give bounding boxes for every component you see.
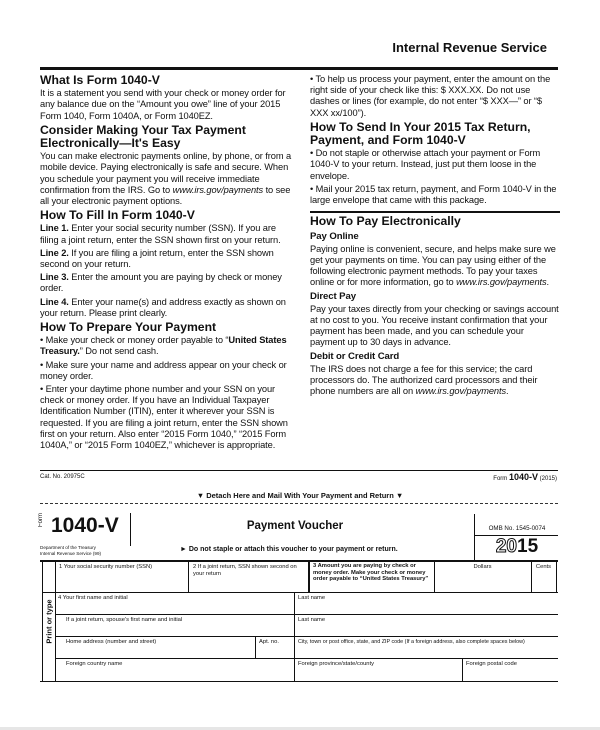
bullet-amount: • To help us process your payment, enter the amount on the right side of your check like this: $ XXX.XX. Do not use dashes or lines (for example, do not enter “$ XXX—” or “$ XXX xx/100”). bbox=[310, 74, 551, 118]
text: Internal Revenue Service (99) bbox=[40, 550, 102, 556]
department bbox=[40, 545, 101, 556]
text: ” Do not send cash. bbox=[79, 346, 159, 357]
text: 20 bbox=[495, 536, 517, 557]
line-label: Line 4. bbox=[40, 296, 69, 307]
right-column bbox=[310, 72, 560, 399]
voucher-note: ► Do not staple or attach this voucher to your payment or return. bbox=[180, 546, 398, 553]
omb-number: OMB No. 1545-0074 bbox=[488, 525, 546, 532]
text: You can make electronic payments online, by phone, or from a mobile device. Paying electronically is safe and secure. When you schedule your payment you will receive immediate confirmation from the IRS. Go to bbox=[40, 151, 292, 195]
bullet-payable bbox=[40, 335, 296, 357]
agency-header: Internal Revenue Service bbox=[392, 40, 547, 55]
divider bbox=[188, 560, 189, 592]
bullet-no-staple: • Do not staple or otherwise attach your payment or Form 1040-V to your return. Instead, just put them loose in the envelope. bbox=[310, 148, 541, 181]
text: Paying online is convenient, secure, and helps make sure we get your payments on time. You can pay using either of the following electronic payment methods. To pay your taxes online or for more information, go to bbox=[310, 243, 556, 288]
line-label: Line 2. bbox=[40, 247, 69, 258]
text: 1040-V bbox=[508, 472, 538, 482]
line-text: Enter your social security number (SSN). If you are filing a joint return, enter the SSN shown first on your return. bbox=[40, 223, 281, 245]
heading-what-is: What Is Form 1040-V bbox=[40, 73, 160, 87]
line-text: Enter the amount you are paying by check or money order. bbox=[40, 272, 282, 294]
irs-payments-link[interactable]: www.irs.gov/payments bbox=[172, 184, 264, 195]
divider bbox=[310, 211, 560, 213]
text: 15 bbox=[517, 536, 539, 557]
text: United States Treasury. bbox=[40, 335, 287, 357]
form-number: 1040-V bbox=[51, 514, 119, 537]
apt-field[interactable]: Apt. no. bbox=[259, 639, 279, 645]
text: Department of the Treasury bbox=[40, 545, 96, 550]
detach-instruction: ▼ Detach Here and Mail With Your Payment and Return ▼ bbox=[196, 491, 404, 500]
form-footer bbox=[493, 472, 557, 482]
divider bbox=[40, 560, 558, 562]
heading-direct-pay: Direct Pay bbox=[310, 291, 356, 303]
form-label: Form bbox=[38, 513, 44, 527]
divider bbox=[40, 67, 558, 70]
divider bbox=[55, 560, 56, 682]
heading-pay-electronically: How To Pay Electronically bbox=[310, 214, 461, 229]
heading-fill-in: How To Fill In Form 1040-V bbox=[40, 208, 195, 223]
spouse-ssn-field[interactable]: 2 If a joint return, SSN shown second on your return bbox=[193, 564, 297, 577]
left-column bbox=[40, 72, 296, 453]
bullet-mail: • Mail your 2015 tax return, payment, and Form 1040-V in the large envelope that came with this package. bbox=[310, 183, 557, 206]
line-text: If you are filing a joint return, enter the SSN shown second on your return. bbox=[40, 247, 274, 270]
line-2 bbox=[40, 248, 296, 270]
line-1 bbox=[40, 223, 296, 245]
amount-label: 3 Amount you are paying by check or money order. Make your check or money order payable to “United States Treasury” bbox=[313, 563, 429, 583]
bullet-phone-ssn: • Enter your daytime phone number and your SSN on your check or money order. If you have an Individual Taxpayer Identification Number (ITIN), enter it wherever your SSN is requested. If you are filing a joint return, enter the SSN shown first on your return. Also enter “2015 Form 1040,” “2015 Form 1040A,” or “2015 Form 1040EZ,” whichever is appropriate. bbox=[40, 384, 288, 451]
line-3 bbox=[40, 272, 296, 294]
ssn-field[interactable]: 1 Your social security number (SSN) bbox=[59, 564, 153, 570]
divider bbox=[40, 681, 558, 682]
first-name-field[interactable]: 4 Your first name and initial bbox=[58, 595, 128, 601]
divider bbox=[42, 560, 43, 682]
divider bbox=[130, 513, 131, 546]
text: Form bbox=[493, 476, 508, 482]
heading-pay-online: Pay Online bbox=[310, 231, 359, 243]
divider bbox=[474, 514, 475, 560]
text: to see all your electronic payment options. bbox=[40, 184, 291, 207]
divider bbox=[556, 560, 557, 592]
catalog-number: Cat. No. 20975C bbox=[40, 474, 85, 480]
heading-card: Debit or Credit Card bbox=[310, 351, 400, 363]
divider bbox=[55, 614, 558, 615]
cents-field[interactable]: Cents bbox=[535, 564, 552, 570]
spouse-first-name-field[interactable]: If a joint return, spouse's first name and initial bbox=[66, 617, 183, 623]
para-pay-online: Paying online is convenient, secure, and helps make sure we get your payments on time. You can pay using either of the following electronic payment methods. To pay your taxes online or for more information, go to www.irs.gov/payments. bbox=[310, 243, 556, 288]
spouse-last-name-field[interactable]: Last name bbox=[298, 617, 326, 623]
bullet-name-address: • Make sure your name and address appear on your check or money order. bbox=[40, 359, 287, 381]
last-name-field[interactable]: Last name bbox=[298, 595, 326, 601]
print-or-type-label: Print or type bbox=[44, 599, 54, 644]
divider bbox=[294, 592, 295, 682]
foreign-postal-field[interactable]: Foreign postal code bbox=[466, 661, 517, 667]
divider bbox=[42, 592, 558, 593]
para-what-is: It is a statement you send with your check or money order for any balance due on the “Amount you owe” line of your 2015 Form 1040, Form 1040A, or Form 1040EZ. bbox=[40, 88, 286, 121]
heading-consider: Consider Making Your Tax Payment Electronically—It's Easy bbox=[40, 122, 246, 151]
foreign-province-field[interactable]: Foreign province/state/county bbox=[298, 661, 375, 667]
heading-prepare: How To Prepare Your Payment bbox=[40, 320, 217, 335]
detach-line bbox=[40, 503, 558, 504]
line-4 bbox=[40, 297, 296, 319]
divider bbox=[308, 560, 310, 592]
city-field[interactable]: City, town or post office, state, and ZIP code (If a foreign address, also complete spaces below) bbox=[298, 639, 525, 645]
tax-year bbox=[476, 536, 558, 558]
heading-send: How To Send In Your 2015 Tax Return, Payment, and Form 1040-V bbox=[310, 119, 531, 148]
line-text: Enter your name(s) and address exactly as shown on your return. Please print clearly. bbox=[40, 296, 286, 318]
text: • Make your check or money order payable to “ bbox=[40, 335, 229, 346]
divider bbox=[255, 636, 256, 658]
line-label: Line 1. bbox=[40, 223, 69, 234]
para-direct-pay: Pay your taxes directly from your checking or savings account at no cost to you. You receive instant confirmation that your payment has been made, and you can schedule your payment up to 30 days in advance. bbox=[310, 303, 559, 348]
divider bbox=[55, 636, 558, 637]
text: (2015) bbox=[539, 476, 557, 482]
para-consider bbox=[40, 151, 296, 207]
dollars-field[interactable]: Dollars bbox=[473, 564, 492, 570]
home-address-field[interactable]: Home address (number and street) bbox=[66, 639, 157, 645]
voucher-title: Payment Voucher bbox=[246, 520, 344, 532]
divider bbox=[462, 658, 463, 682]
foreign-country-field[interactable]: Foreign country name bbox=[66, 661, 123, 667]
text: The IRS does not charge a fee for this service; the card processors do. The authorized card processors and their phone numbers are all on bbox=[310, 363, 538, 397]
line-label: Line 3. bbox=[40, 272, 69, 283]
irs-payments-link[interactable]: www.irs.gov/payments bbox=[415, 386, 507, 397]
divider bbox=[55, 658, 558, 659]
para-card: The IRS does not charge a fee for this service; the card processors do. The authorized card processors and their phone numbers are all on www.irs.gov/payments. bbox=[310, 363, 538, 397]
divider bbox=[40, 470, 558, 471]
irs-payments-link[interactable]: www.irs.gov/payments bbox=[456, 277, 547, 288]
